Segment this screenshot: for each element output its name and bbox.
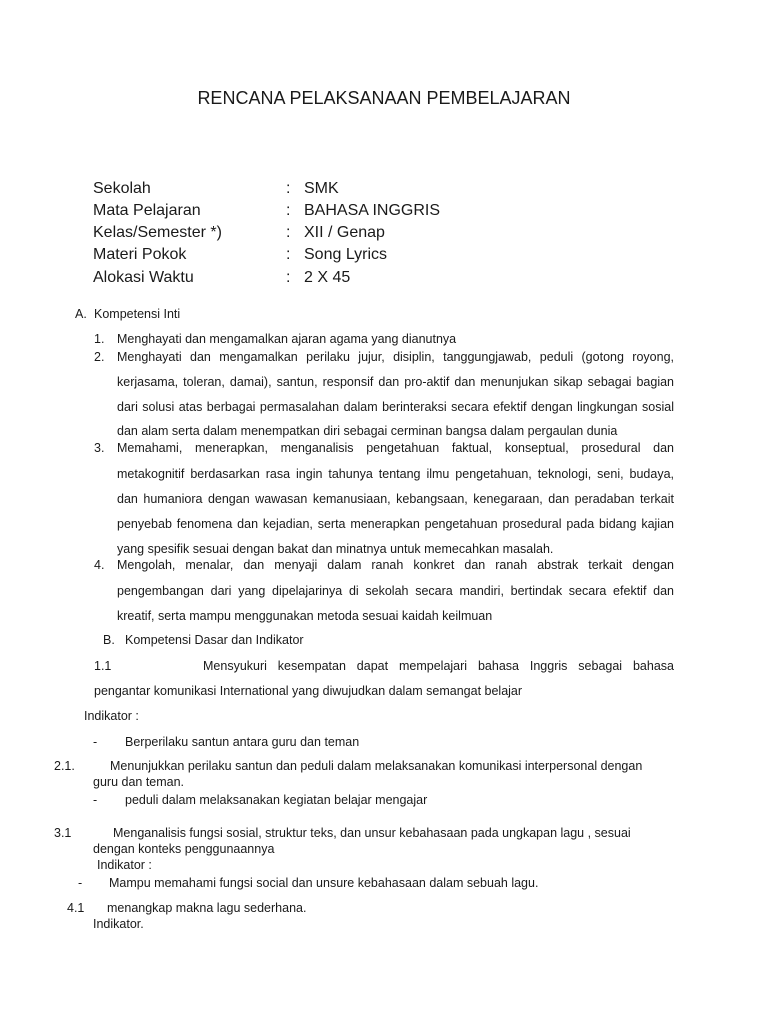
indikator-label: Indikator : (97, 858, 152, 872)
list-number: 4. (94, 558, 105, 572)
list-item-text: penyebab fenomena dan kejadian, serta menerapkan pengetahuan prosedural pada bidang kajian (117, 517, 674, 531)
identity-colon: : (286, 224, 291, 241)
bullet-dash: - (78, 876, 83, 890)
list-item-text: yang spesifik sesuai dengan bakat dan minatnya untuk memecahkan masalah. (117, 542, 554, 556)
identity-value-mapel: BAHASA INGGRIS (304, 202, 441, 219)
identity-colon: : (286, 180, 291, 197)
list-number: 1. (94, 332, 105, 346)
list-number: 2. (94, 350, 105, 364)
page-title: RENCANA PELAKSANAAN PEMBELAJARAN (197, 88, 571, 108)
list-item-text: metakognitif berdasarkan rasa ingin tahunya tentang ilmu pengetahuan, teknologi, seni, budaya, (117, 467, 674, 481)
identity-colon: : (286, 246, 291, 263)
kd-number: 2.1. (54, 759, 75, 773)
identity-value-materi: Song Lyrics (304, 246, 387, 263)
kd-text: guru dan teman. (93, 775, 185, 789)
kd-text: Menganalisis fungsi sosial, struktur teks, dan unsur kebahasaan pada ungkapan lagu , sesuai (113, 826, 631, 840)
list-item-text: dan humaniora dengan wawasan kemanusiaan, kebangsaan, kenegaraan, dan peradaban terkait (117, 492, 674, 506)
section-marker: A. (75, 307, 87, 321)
kd-number: 3.1 (54, 826, 72, 840)
identity-label-alokasi: Alokasi Waktu (93, 269, 194, 286)
section-marker: B. (103, 633, 115, 647)
kd-number: 4.1 (67, 901, 85, 915)
kd-text: menangkap makna lagu sederhana. (107, 901, 307, 915)
bullet-dash: - (93, 735, 98, 749)
indikator-label: Indikator : (84, 709, 139, 723)
identity-value-sekolah: SMK (304, 180, 339, 197)
identity-label-sekolah: Sekolah (93, 180, 151, 197)
list-item-text: Memahami, menerapkan, menganalisis pengetahuan faktual, konseptual, prosedural dan (117, 441, 674, 455)
section-heading: Kompetensi Dasar dan Indikator (125, 633, 304, 647)
section-heading: Kompetensi Inti (94, 307, 181, 321)
list-item-text: kerjasama, toleran, damai), santun, responsif dan pro-aktif dan menunjukan sikap sebagai bagian (117, 375, 674, 389)
kd-text: dengan konteks penggunaannya (93, 842, 275, 856)
list-item-text: Mengolah, menalar, dan menyaji dalam ranah konkret dan ranah abstrak terkait dengan (117, 558, 674, 572)
list-item-text: pengembangan dari yang dipelajarinya di sekolah secara mandiri, bertindak secara efektif dan (117, 584, 674, 598)
identity-value-alokasi: 2 X 45 (304, 269, 351, 286)
bullet-dash: - (93, 793, 98, 807)
indikator-text: Berperilaku santun antara guru dan teman (125, 735, 360, 749)
list-item-text: dari solusi atas berbagai permasalahan dalam berinteraksi secara efektif dengan lingkungan sosial (117, 400, 674, 414)
identity-colon: : (286, 269, 291, 286)
kd-text: Menunjukkan perilaku santun dan peduli dalam melaksanakan komunikasi interpersonal dengan (110, 759, 643, 773)
identity-label-materi: Materi Pokok (93, 246, 187, 263)
kd-text: pengantar komunikasi International yang diwujudkan dalam semangat belajar (94, 684, 523, 698)
identity-colon: : (286, 202, 291, 219)
list-item-text: kreatif, serta mampu menggunakan metoda sesuai kaidah keilmuan (117, 609, 493, 623)
list-number: 3. (94, 441, 105, 455)
indikator-text: peduli dalam melaksanakan kegiatan belajar mengajar (125, 793, 428, 807)
list-item-text: Menghayati dan mengamalkan perilaku jujur, disiplin, tanggungjawab, peduli (gotong royong, (117, 350, 674, 364)
indikator-label: Indikator. (93, 917, 144, 931)
identity-label-kelas: Kelas/Semester *) (93, 224, 222, 241)
list-item-text: dan alam serta dalam menempatkan diri sebagai cerminan bangsa dalam pergaulan dunia (117, 424, 618, 438)
indikator-text: Mampu memahami fungsi social dan unsure kebahasaan dalam sebuah lagu. (109, 876, 539, 890)
kd-text: Mensyukuri kesempatan dapat mempelajari bahasa Inggris sebagai bahasa (203, 659, 674, 673)
identity-value-kelas: XII / Genap (304, 224, 385, 241)
list-item-text: Menghayati dan mengamalkan ajaran agama yang dianutnya (117, 332, 457, 346)
identity-label-mapel: Mata Pelajaran (93, 202, 201, 219)
kd-number: 1.1 (94, 659, 112, 673)
